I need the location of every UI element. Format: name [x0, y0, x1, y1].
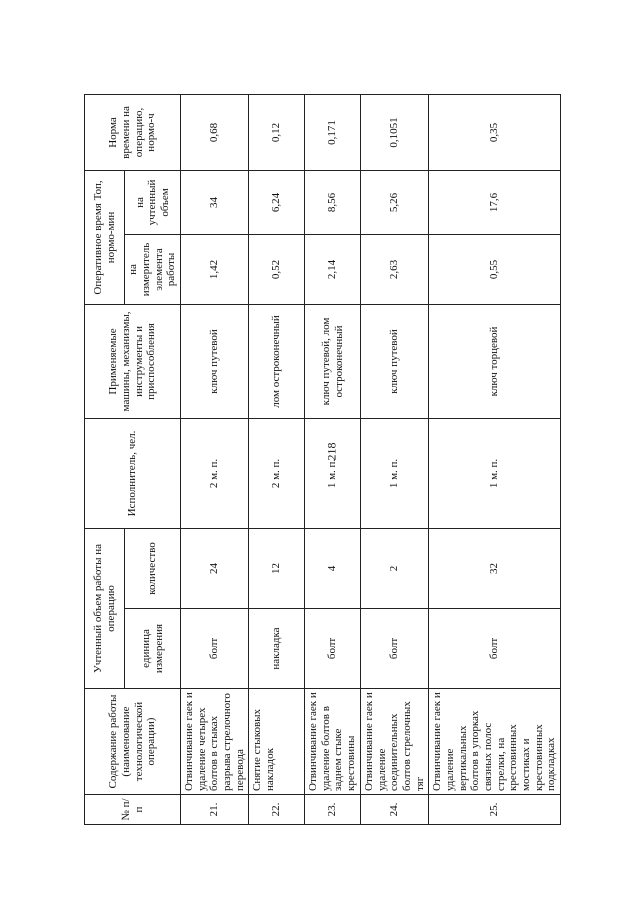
row-vol: 8,56: [305, 170, 361, 234]
header-executor: Исполнитель, чел.: [85, 418, 181, 528]
row-vol: 17,6: [429, 170, 560, 234]
row-content: Отвинчивание гаек и удаление болтов в заднем стыке крестовины: [305, 689, 361, 795]
row-num: 22.: [249, 795, 305, 825]
norms-table-frame: [84, 95, 558, 825]
header-volume-qty: количество: [125, 528, 181, 608]
table-row: [249, 94, 305, 824]
header-volume-unit: единица измерения: [125, 609, 181, 689]
table-row: [181, 94, 249, 824]
row-vol: 34: [181, 170, 249, 234]
row-executor: 1 м. п.: [361, 418, 429, 528]
row-unit: болт: [361, 609, 429, 689]
row-qty: 32: [429, 528, 560, 608]
row-norm: 0,12: [249, 94, 305, 170]
norms-table-rotated: [84, 95, 558, 825]
row-executor: 2 м. п.: [249, 418, 305, 528]
row-unit: болт: [181, 609, 249, 689]
row-norm: 0,35: [429, 94, 560, 170]
row-content: Отвинчивание гаек и удаление соединительных болтов стрелочных тяг: [361, 689, 429, 795]
header-volume-group: Учтенный объем работы на операцию: [85, 528, 125, 688]
row-num: 24.: [361, 795, 429, 825]
row-unit: болт: [429, 609, 560, 689]
row-norm: 0,171: [305, 94, 361, 170]
header-content: Содержание работы (наименование технологической операции): [85, 689, 181, 795]
header-tools: Применяемые машины, механизмы, инструменты и приспособления: [85, 304, 181, 418]
row-executor: 2 м. п.: [181, 418, 249, 528]
row-num: 21.: [181, 795, 249, 825]
row-unit: болт: [305, 609, 361, 689]
row-unit: накладка: [249, 609, 305, 689]
row-meas: 0,55: [429, 234, 560, 304]
row-executor: 1 м. п.: [429, 418, 560, 528]
row-meas: 2,63: [361, 234, 429, 304]
row-qty: 2: [361, 528, 429, 608]
header-num: № п/п: [85, 795, 181, 825]
row-meas: 2,14: [305, 234, 361, 304]
row-num: 23.: [305, 795, 361, 825]
table-row: [305, 94, 361, 824]
row-content: Снятие стыковых накладок: [249, 689, 305, 795]
row-qty: 24: [181, 528, 249, 608]
row-executor: 1 м. п.: [305, 418, 361, 528]
row-tools: лом остроконечный: [249, 304, 305, 418]
row-num: 25.: [429, 795, 560, 825]
row-tools: ключ путевой, лом остроконечный: [305, 304, 361, 418]
row-norm: 0,1051: [361, 94, 429, 170]
row-tools: ключ путевой: [361, 304, 429, 418]
page-number: 218: [324, 442, 339, 461]
row-norm: 0,68: [181, 94, 249, 170]
table-row: [361, 94, 429, 824]
header-optime-meas: на измеритель элемента работы: [125, 234, 181, 304]
header-norm: Норма времени на операцию, нормо-ч: [85, 94, 181, 170]
row-vol: 6,24: [249, 170, 305, 234]
table-row: [429, 94, 560, 824]
norms-table: [84, 94, 561, 825]
row-tools: ключ торцевой: [429, 304, 560, 418]
row-qty: 4: [305, 528, 361, 608]
row-meas: 1,42: [181, 234, 249, 304]
row-tools: ключ путевой: [181, 304, 249, 418]
row-meas: 0,52: [249, 234, 305, 304]
row-content: Отвинчивание гаек и удаление вертикальных болтов в упорках связных полос стрелки, на крестовинных мостиках и крестовинных подкладках: [429, 689, 560, 795]
row-qty: 12: [249, 528, 305, 608]
row-vol: 5,26: [361, 170, 429, 234]
header-optime-vol: на учтенный объем: [125, 170, 181, 234]
header-optime-group: Оперативное время Топ, нормо-мин: [85, 170, 125, 304]
row-content: Отвинчивание гаек и удаление четырех болтов в стыках разрыва стрелочного перевода: [181, 689, 249, 795]
